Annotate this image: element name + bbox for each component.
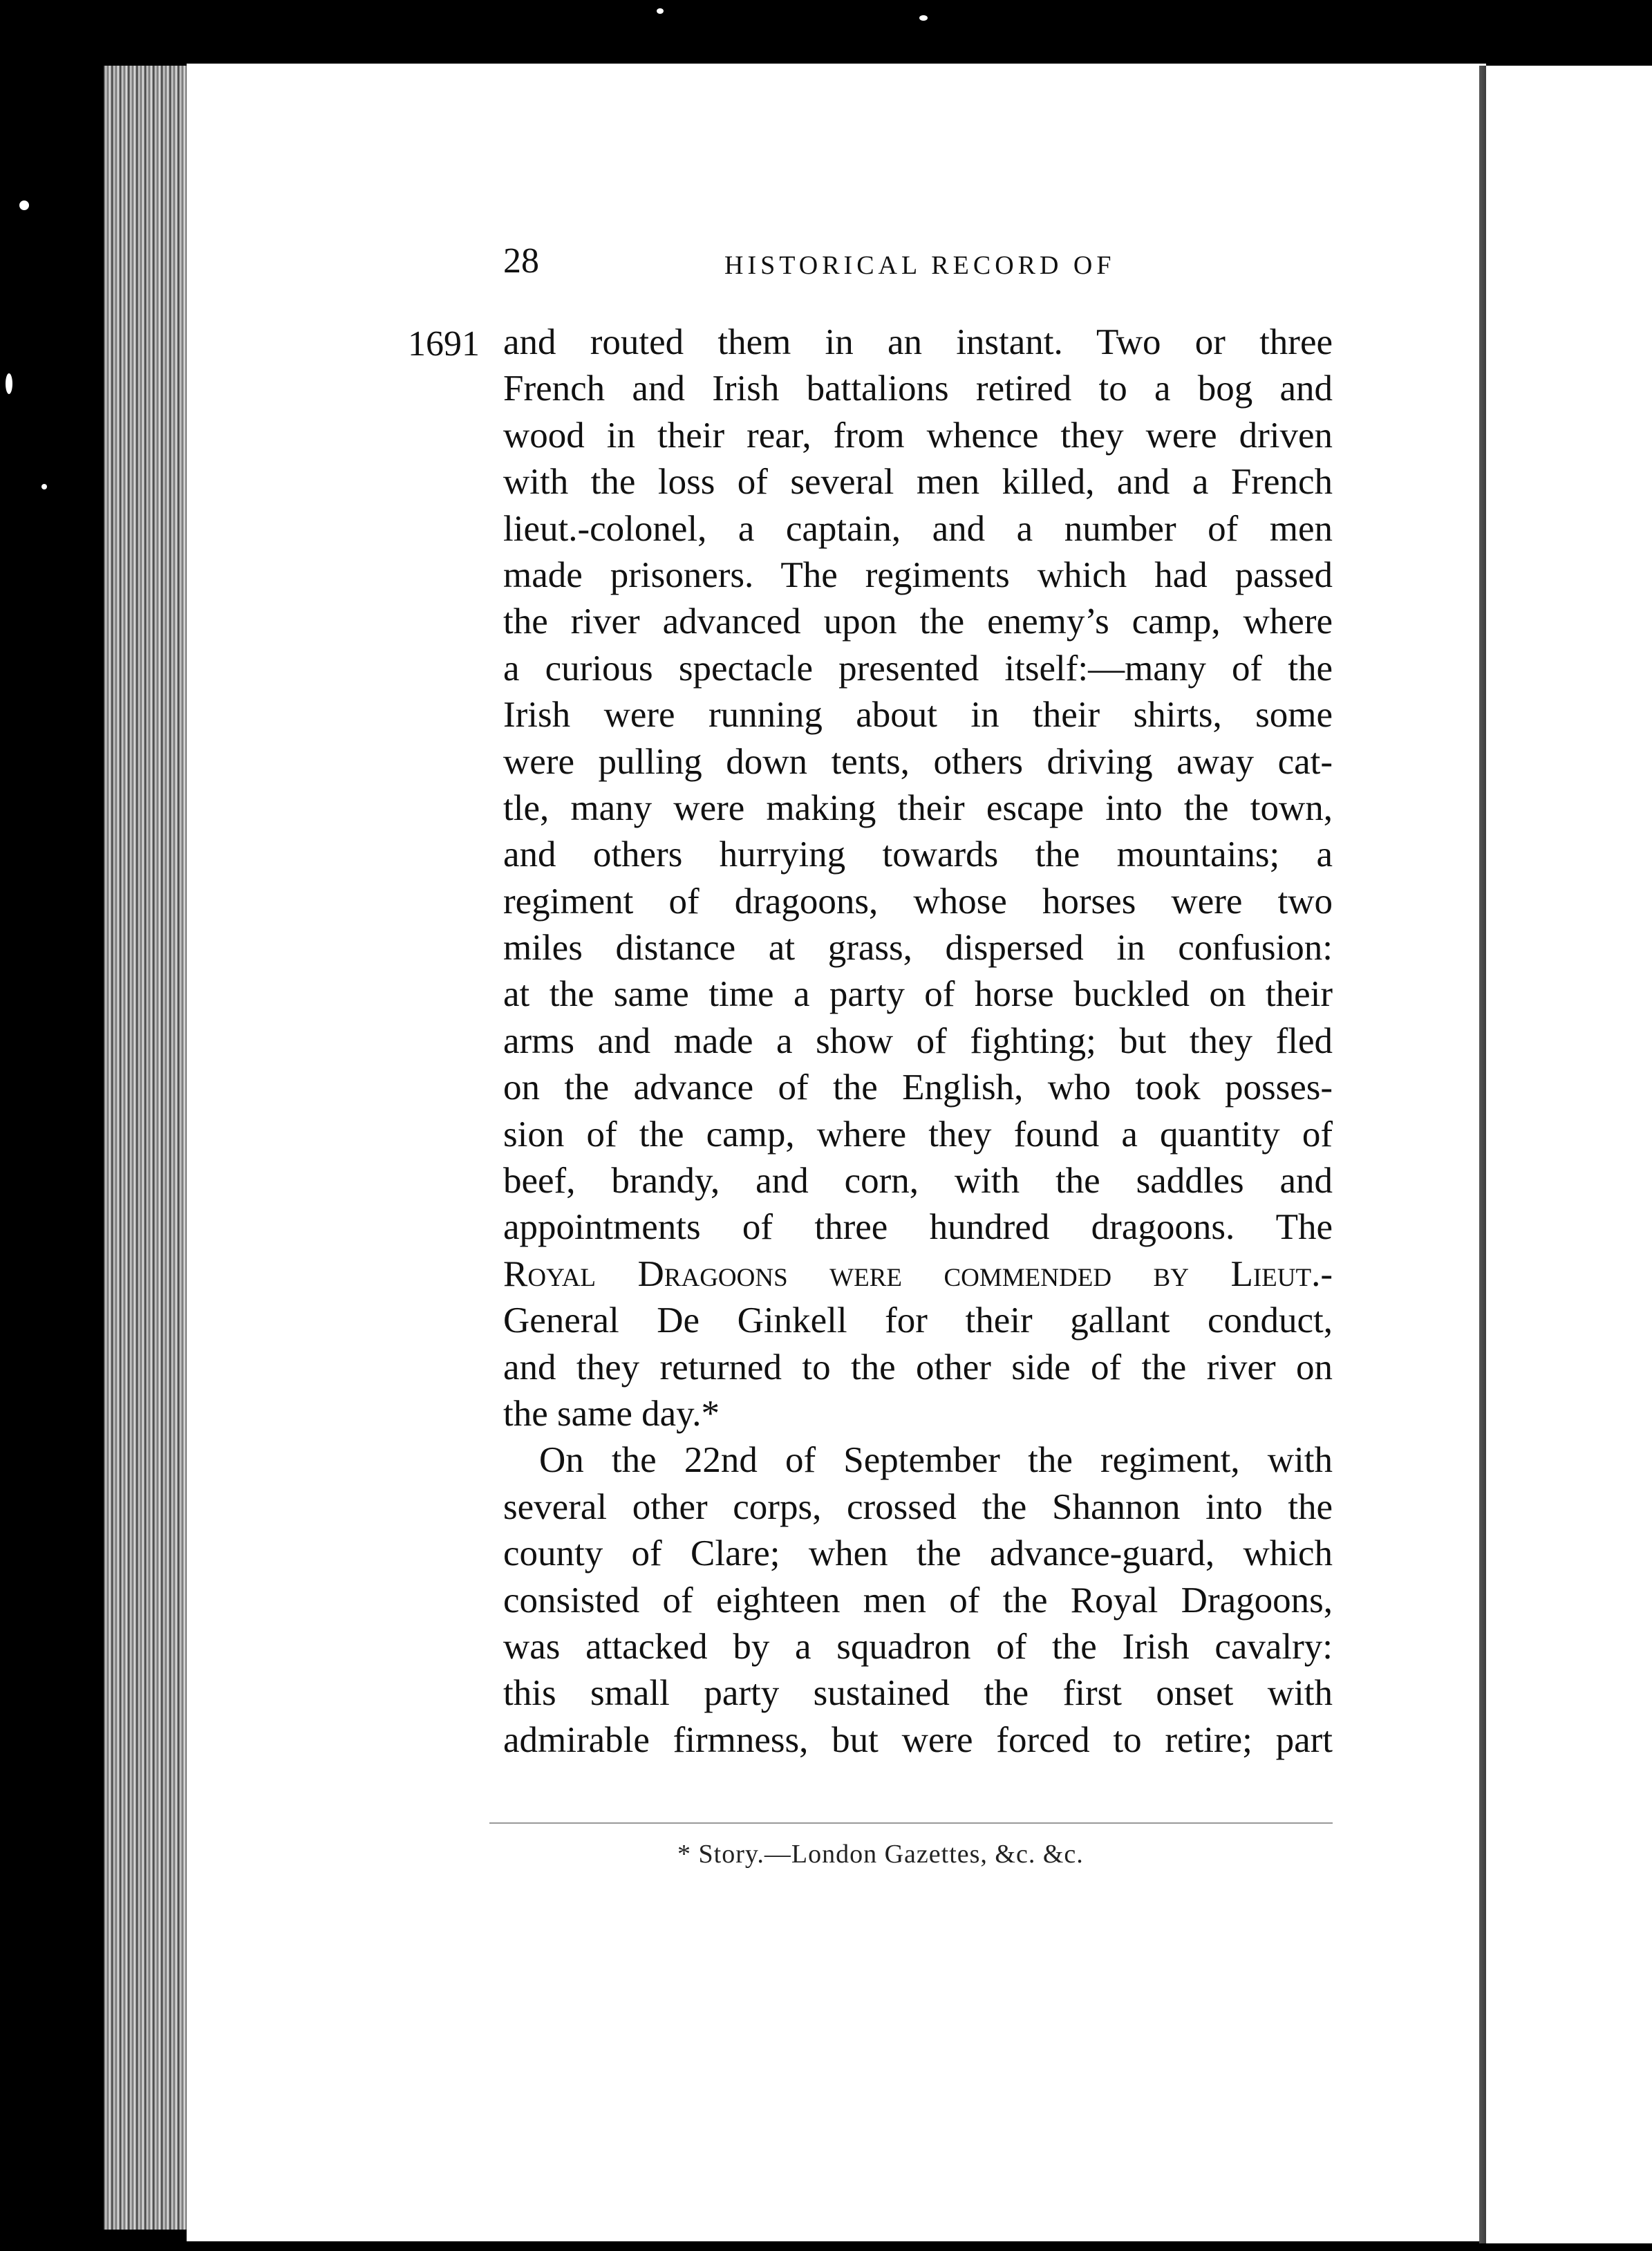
text-line: and routed them in an instant. Two or three [503,322,1333,362]
page-number: 28 [503,241,539,281]
page-edge-stack [104,66,200,2230]
scan-speck [919,15,928,21]
text-line: was attacked by a squadron of the Irish cavalry: [503,1626,1333,1667]
text-line: beef, brandy, and corn, with the saddles and [503,1161,1333,1202]
scan-speck [6,373,12,394]
text-line: with the loss of several men killed, and a French [503,462,1333,503]
running-head: HISTORICAL RECORD OF [724,251,1116,280]
text-line: Royal Dragoons were commended by Lieut.- [503,1253,1333,1294]
text-line: the same day.* [503,1393,720,1434]
text-line: On the 22nd of September the regiment, with [539,1440,1333,1481]
text-line: the river advanced upon the enemy’s camp, where [503,601,1333,642]
text-line: a curious spectacle presented itself:—many of the [503,648,1333,689]
text-line: lieut.-colonel, a captain, and a number of men [503,508,1333,549]
scan-speck [19,200,29,210]
text-line: at the same time a party of horse buckled on their [503,974,1333,1015]
text-line: wood in their rear, from whence they were driven [503,415,1333,456]
text-line: sion of the camp, where they found a quantity of [503,1114,1333,1155]
text-line: several other corps, crossed the Shannon into the [503,1486,1333,1527]
facing-page [1486,66,1652,2243]
text-line: admirable firmness, but were forced to retire; part [503,1719,1333,1760]
text-line: made prisoners. The regiments which had passed [503,554,1333,595]
text-line: Irish were running about in their shirts, some [503,695,1333,736]
text-line: French and Irish battalions retired to a bog and [503,368,1333,409]
text-line: and they returned to the other side of the river on [503,1347,1333,1388]
text-line: consisted of eighteen men of the Royal Dragoons, [503,1580,1333,1620]
margin-year: 1691 [408,324,480,364]
text-line: and others hurrying towards the mountains; a [503,834,1333,875]
body-text [503,319,1333,1764]
text-line: this small party sustained the first onset with [503,1673,1333,1714]
page-header [503,241,1326,289]
text-line: county of Clare; when the advance-guard, which [503,1533,1333,1574]
text-line: were pulling down tents, others driving away cat- [503,741,1333,782]
footnote: * Story.—London Gazettes, &c. &c. [677,1840,1084,1869]
text-line: tle, many were making their escape into the town, [503,787,1333,828]
text-line: on the advance of the English, who took posses- [503,1067,1333,1108]
text-line: appointments of three hundred dragoons. The [503,1207,1333,1248]
footnote-rule [489,1822,1333,1824]
text-line: miles distance at grass, dispersed in confusion: [503,928,1333,969]
text-line: General De Ginkell for their gallant conduct, [503,1300,1333,1341]
text-line: regiment of dragoons, whose horses were two [503,881,1333,922]
text-line: arms and made a show of fighting; but they fled [503,1020,1333,1061]
scan-speck [41,484,47,489]
scan-speck [657,8,664,14]
